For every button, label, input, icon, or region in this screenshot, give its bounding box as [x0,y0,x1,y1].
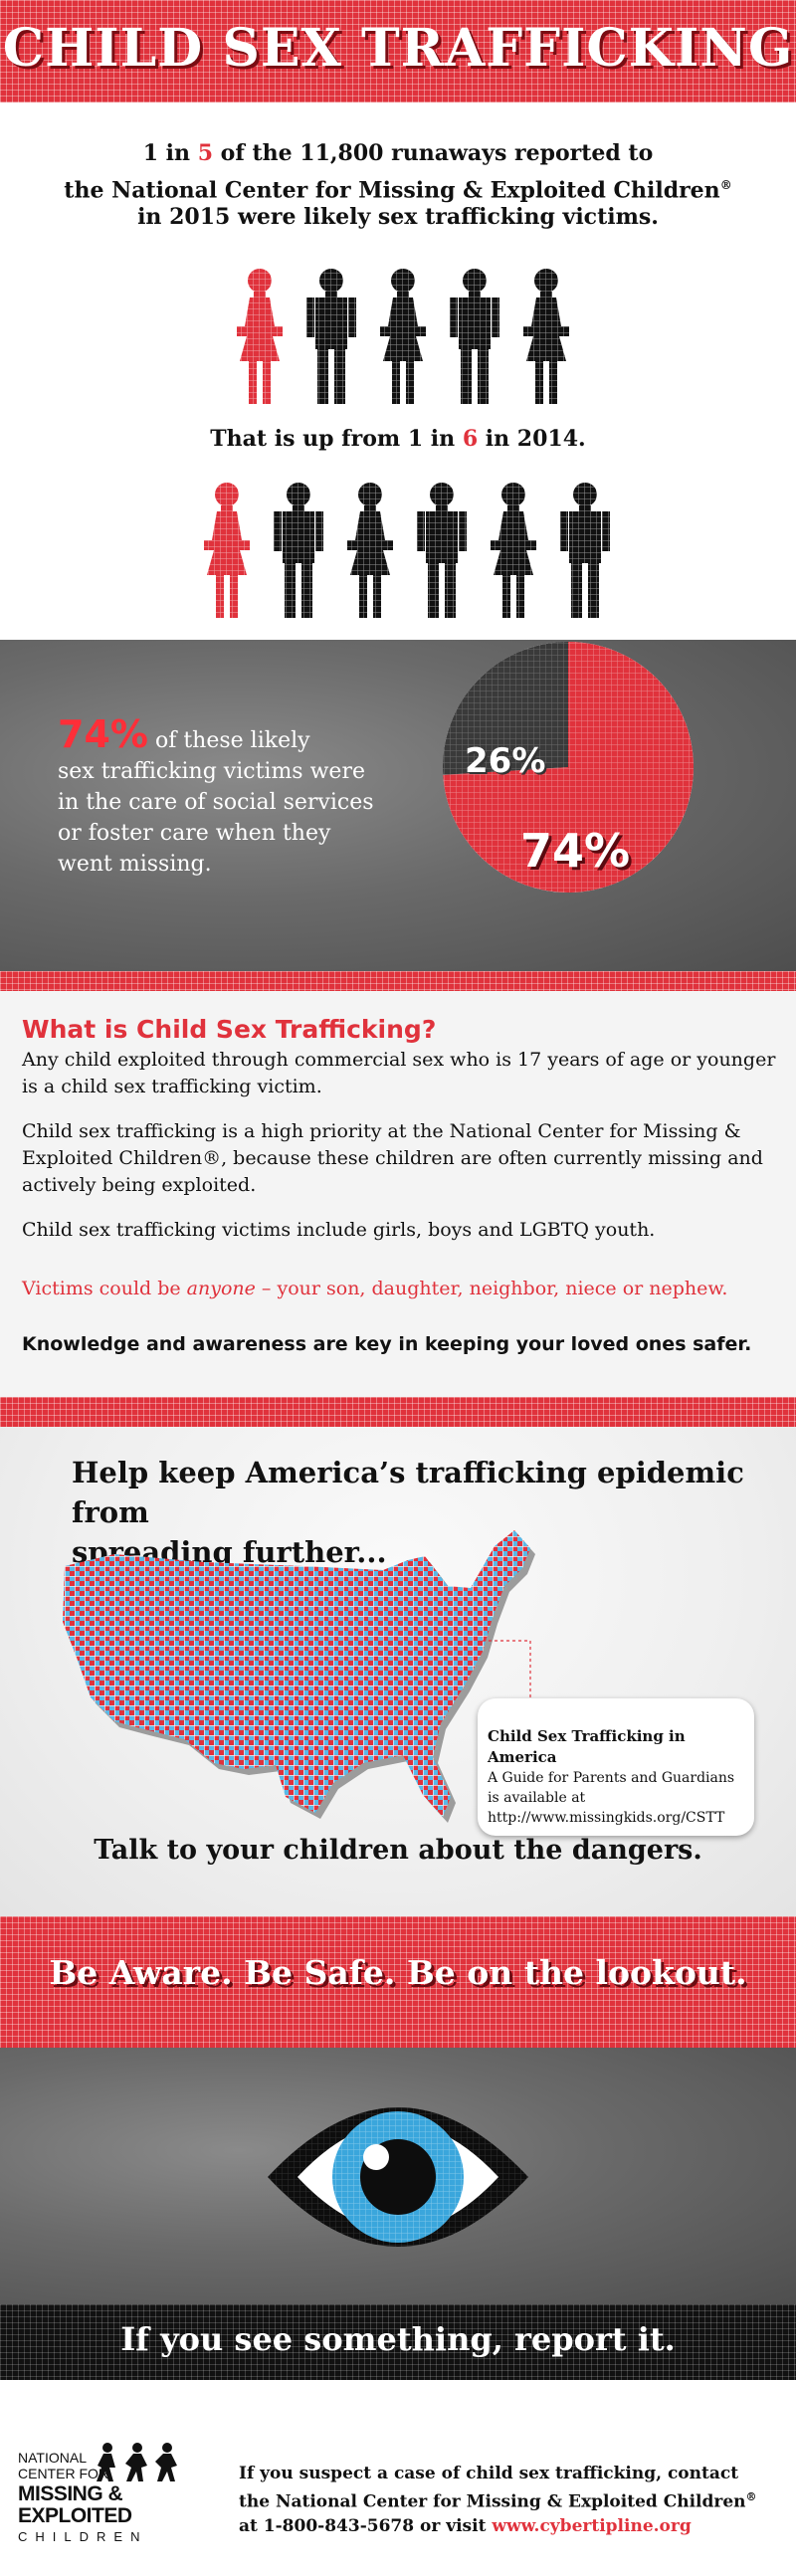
anyone-paragraph [22,1276,778,1302]
guide-callout-text [488,1726,746,1828]
foster-care-percent: 74% [58,712,148,756]
child-figure [521,267,571,404]
header-banner [0,0,796,102]
registered-mark: ® [719,178,732,192]
cybertipline-link[interactable]: www.cybertipline.org [492,2515,692,2536]
logo-text: NATIONAL [18,2450,87,2466]
talk-to-children: Talk to your children about the dangers. [94,1835,702,1866]
foster-care-line: of these likely [147,728,310,753]
child-figure [274,481,323,618]
help-heading-line: Help keep America’s trafficking epidemic from [72,1456,744,1529]
guide-title: Child Sex Trafficking in America [488,1727,686,1766]
foster-care-line: sex trafficking victims were [58,759,365,784]
section-divider [0,971,796,991]
child-figure [489,481,538,618]
runaway-stats-section [0,102,796,640]
logo-line-1 [18,2450,108,2481]
child-figure [560,481,610,618]
foster-care-line: in the care of social services [58,790,374,815]
footer [0,2380,796,2576]
pie-label-74: 74% [520,824,631,878]
figure-row-2015 [235,267,593,404]
stat-number: 5 [197,140,214,166]
anyone-text: Victims could be [22,1278,187,1299]
anyone-emphasis: anyone [186,1278,256,1299]
guide-callout [478,1698,754,1836]
stat-line-3: in 2015 were likely sex trafficking victims. [137,204,659,230]
stat-number: 6 [462,426,479,452]
awareness-paragraph: Knowledge and awareness are key in keeping your loved ones safer. [22,1333,752,1355]
child-figure [306,267,356,404]
registered-mark: ® [745,2490,757,2503]
logo-line-2 [18,2483,132,2527]
highlighted-child-figure [202,481,252,618]
guide-link[interactable]: http://www.missingkids.org/CSTT [488,1810,725,1826]
guide-subtitle: A Guide for Parents and Guardians [488,1770,735,1786]
stat-text: That is up from 1 in [210,426,463,452]
stat-text: the National Center for Missing & Exploited Children [64,177,720,204]
what-is-heading: What is Child Sex Trafficking? [22,1015,437,1044]
footer-message [239,2462,786,2538]
logo-text: CENTER FOR [18,2466,108,2481]
foster-care-line: went missing. [58,852,212,877]
logo-line-3: CHILDREN [18,2529,148,2544]
ncmec-logo [18,2434,207,2565]
section-divider [0,1397,796,1427]
stat-text: in 2014. [478,426,586,452]
eye-icon [264,2078,532,2277]
highlighted-child-figure [235,267,285,404]
footer-message-line: the National Center for Missing & Exploited Children [239,2491,746,2512]
child-figure [417,481,467,618]
be-aware-text: Be Aware. Be Safe. Be on the lookout. [49,1953,747,1992]
help-heading-line: spreading further... [72,1535,387,1569]
child-figure [345,481,395,618]
footer-message-line: at 1-800-843-5678 or visit [239,2515,493,2536]
logo-text: EXPLOITED [18,2504,132,2527]
victims-paragraph: Child sex trafficking victims include girls, boys and LGBTQ youth. [22,1219,656,1241]
footer-message-line: If you suspect a case of child sex trafficking, contact [239,2464,739,2483]
anyone-text: – your son, daughter, neighbor, niece or nephew. [255,1278,728,1299]
report-text: If you see something, report it. [120,2320,676,2358]
guide-availability: is available at [488,1790,586,1806]
child-figure [450,267,499,404]
stat-line-1 [40,137,756,169]
page-title: CHILD SEX TRAFFICKING [2,18,794,79]
stat-text: 1 in [142,140,198,166]
logo-text: MISSING & [18,2482,123,2505]
definition-paragraph: Any child exploited through commercial sex who is 17 years of age or younger is a child sex trafficking victim. [22,1049,776,1097]
figure-row-2014 [202,481,632,618]
foster-care-line: or foster care when they [58,821,331,846]
what-is-section [0,991,796,1397]
report-banner [0,2304,796,2380]
help-section [0,1427,796,1916]
be-aware-banner [0,1916,796,2048]
pie-label-26: 26% [465,741,546,781]
child-figure [378,267,428,404]
stat-line-2014 [40,423,756,455]
foster-care-text [58,712,456,880]
priority-paragraph: Child sex trafficking is a high priority at the National Center for Missing & Exploited Children®, because these children are often currently missing and actively being exploited. [22,1120,763,1196]
stat-text: of the 11,800 runaways reported to [213,140,654,166]
running-children-icon [96,2442,183,2483]
